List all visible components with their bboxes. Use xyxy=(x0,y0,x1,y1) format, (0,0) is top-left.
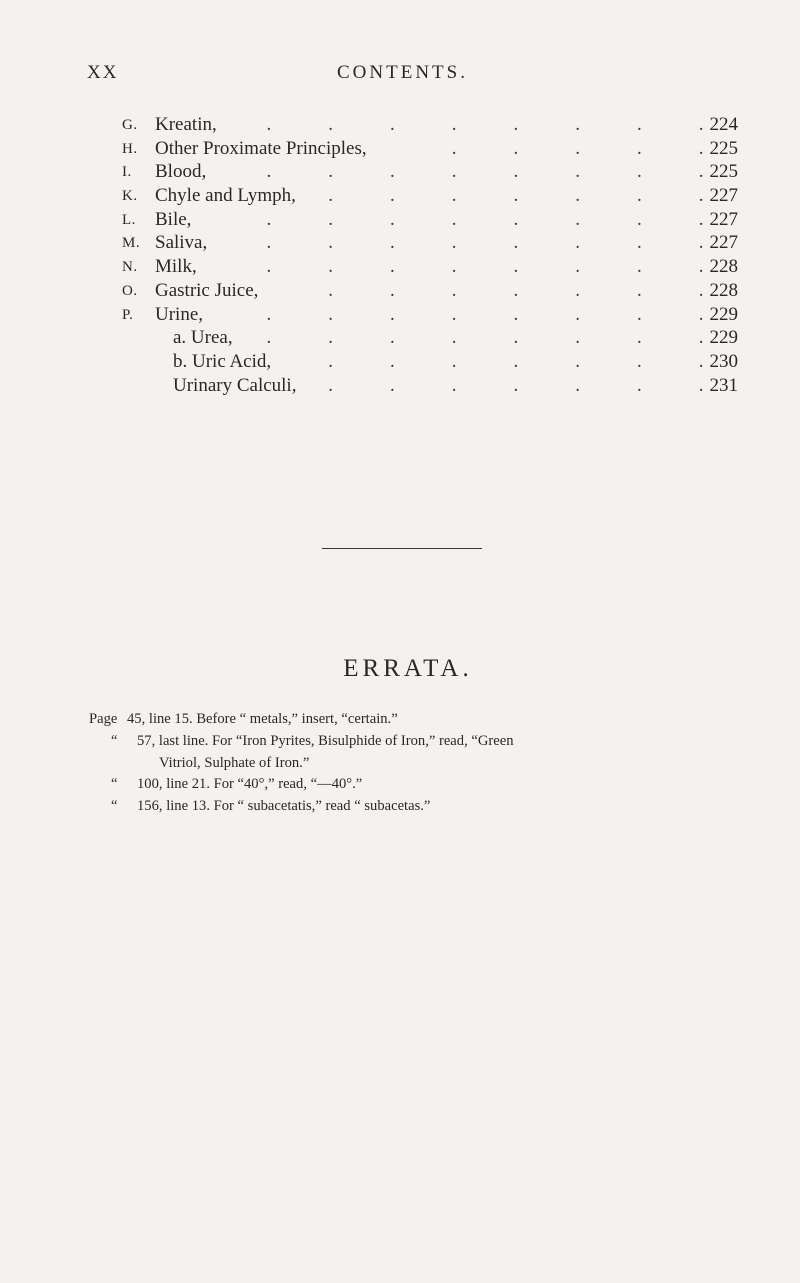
toc-title: b. Uric Acid, xyxy=(173,350,272,372)
dot-leader: . . . . . . . xyxy=(328,279,704,301)
toc-entry xyxy=(0,137,800,161)
ditto-mark: “ xyxy=(111,776,118,793)
toc-entry xyxy=(0,374,800,398)
errata-heading: ERRATA. xyxy=(343,655,473,682)
toc-letter: L. xyxy=(122,211,136,228)
errata-list xyxy=(0,709,800,818)
toc-page: 227 xyxy=(709,185,738,207)
running-title: CONTENTS. xyxy=(337,62,468,83)
dot-leader: . . . . . . . . xyxy=(266,232,704,254)
toc-page: 227 xyxy=(709,232,738,254)
errata-text: 156, line 13. For “ subacetatis,” read “ subacetas.” xyxy=(137,798,431,815)
dot-leader: . . . . . xyxy=(451,137,704,159)
toc-page: 225 xyxy=(709,137,738,159)
toc-entry xyxy=(0,184,800,208)
toc-page: 228 xyxy=(709,279,738,301)
table-of-contents xyxy=(0,113,800,397)
dot-leader: . . . . . . . . xyxy=(266,208,704,230)
toc-title: Bile, xyxy=(155,208,192,230)
toc-entry xyxy=(0,303,800,327)
toc-letter: P. xyxy=(122,306,134,323)
toc-entry xyxy=(0,255,800,279)
ditto-mark: “ xyxy=(111,798,118,815)
errata-entry xyxy=(0,796,800,818)
toc-letter: M. xyxy=(122,235,141,252)
running-header xyxy=(87,62,737,92)
toc-page: 225 xyxy=(709,161,738,183)
toc-letter: K. xyxy=(122,188,138,205)
dot-leader: . . . . . . . . xyxy=(266,114,704,135)
dot-leader: . . . . . . . . xyxy=(266,303,704,325)
errata-text: 57, last line. For “Iron Pyrites, Bisulphide of Iron,” read, “Green xyxy=(137,732,514,749)
toc-page: 228 xyxy=(709,256,738,278)
toc-entry xyxy=(0,231,800,255)
page-number: XX xyxy=(87,62,119,83)
errata-entry xyxy=(0,774,800,796)
toc-entry xyxy=(0,160,800,184)
toc-title: Other Proximate Principles, xyxy=(155,137,367,159)
toc-page: 224 xyxy=(709,114,738,135)
toc-title: Urine, xyxy=(155,303,204,325)
dot-leader: . . . . . . . xyxy=(328,350,704,372)
dot-leader: . . . . . . . . xyxy=(266,161,704,183)
toc-letter: O. xyxy=(122,282,138,299)
toc-entry xyxy=(0,326,800,350)
toc-entry xyxy=(0,208,800,232)
dot-leader: . . . . . . . xyxy=(328,185,704,207)
errata-text: Vitriol, Sulphate of Iron.” xyxy=(159,754,310,771)
section-divider xyxy=(322,548,482,549)
toc-page: 229 xyxy=(709,303,738,325)
toc-letter: H. xyxy=(122,140,138,157)
toc-title: Kreatin, xyxy=(155,114,217,135)
dot-leader: . . . . . . . . xyxy=(266,256,704,278)
errata-text: 45, line 15. Before “ metals,” insert, “certain.” xyxy=(127,711,398,727)
toc-title: Blood, xyxy=(155,161,207,183)
toc-title: Chyle and Lymph, xyxy=(155,185,296,207)
errata-entry xyxy=(0,709,800,731)
toc-letter: G. xyxy=(122,117,138,133)
toc-title: Saliva, xyxy=(155,232,208,254)
toc-letter: N. xyxy=(122,259,138,276)
toc-entry xyxy=(0,279,800,303)
toc-page: 229 xyxy=(709,327,738,349)
errata-entry-continuation xyxy=(0,753,800,775)
errata-entry xyxy=(0,731,800,753)
toc-page: 230 xyxy=(709,350,738,372)
toc-page: 231 xyxy=(709,374,738,396)
toc-title: a. Urea, xyxy=(173,327,233,349)
dot-leader: . . . . . . . . xyxy=(266,327,704,349)
errata-text: 100, line 21. For “40°,” read, “—40°.” xyxy=(137,776,363,793)
ditto-mark: “ xyxy=(111,732,118,749)
toc-entry xyxy=(0,350,800,374)
toc-title: Milk, xyxy=(155,256,197,278)
toc-letter: I. xyxy=(122,164,132,181)
errata-page-label: Page xyxy=(89,711,118,727)
toc-entry xyxy=(0,113,800,137)
toc-page: 227 xyxy=(709,208,738,230)
toc-title: Urinary Calculi, xyxy=(173,374,297,396)
toc-title: Gastric Juice, xyxy=(155,279,259,301)
dot-leader: . . . . . . . xyxy=(328,374,704,396)
